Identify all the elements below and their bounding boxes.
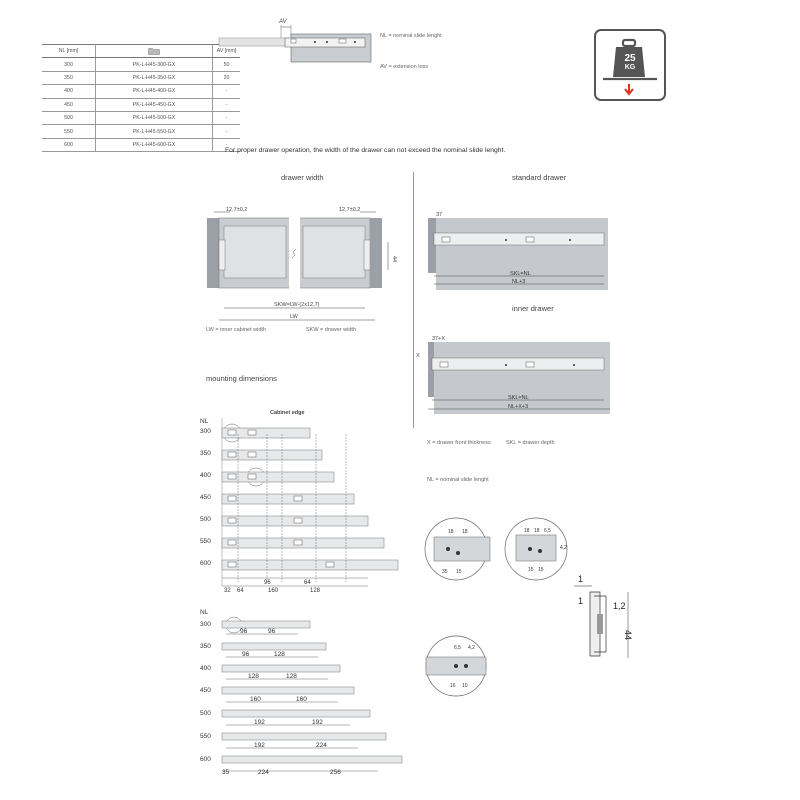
x-definition: X = drawer front thickness bbox=[427, 440, 491, 446]
row-av: - bbox=[213, 98, 241, 111]
load-capacity-badge bbox=[594, 29, 666, 101]
std-nl: NL+3 bbox=[512, 279, 526, 285]
mounting-diagram-b bbox=[218, 612, 408, 782]
dim-height: 44 bbox=[391, 256, 397, 263]
detail-dim: 15 bbox=[528, 567, 534, 573]
inner-nl: NL+X+3 bbox=[508, 404, 529, 410]
weight-unit: KG bbox=[624, 64, 636, 71]
detail-dim: 16 bbox=[450, 683, 456, 689]
inner-skl: SKL=NL bbox=[508, 395, 529, 401]
table-row bbox=[42, 111, 240, 124]
row-code: PK-L-H45-400-GX bbox=[96, 85, 213, 98]
std-skl: SKL=NL bbox=[510, 271, 531, 277]
dim-b: 96 bbox=[240, 628, 248, 635]
table-row bbox=[42, 138, 240, 151]
length-b: 550 bbox=[200, 733, 211, 740]
av-label: AV bbox=[279, 19, 287, 25]
cabinet-edge-label: Cabinet edge bbox=[270, 410, 305, 416]
inner-x: X bbox=[416, 353, 420, 359]
inner-drawer-diagram bbox=[414, 330, 614, 420]
row-av: 50 bbox=[213, 58, 241, 71]
length-a: 300 bbox=[200, 428, 211, 435]
row-nl: 500 bbox=[42, 111, 96, 124]
table-row bbox=[42, 125, 240, 138]
standard-drawer-title: standard drawer bbox=[512, 173, 567, 182]
dim-a: 64 bbox=[304, 580, 311, 586]
table-row bbox=[42, 58, 240, 71]
row-nl: 400 bbox=[42, 85, 96, 98]
row-code: PK-L-H45-600-GX bbox=[96, 138, 213, 151]
table-row bbox=[42, 85, 240, 98]
dim-left: 12,7±0,2 bbox=[226, 207, 248, 213]
length-b: 350 bbox=[200, 643, 211, 650]
profile-dim-top: 1 bbox=[578, 574, 584, 584]
lw-definition: LW = inner cabinet width bbox=[206, 327, 266, 333]
nl-label-b: NL bbox=[200, 609, 209, 616]
dim-a: 32 bbox=[224, 588, 231, 594]
dim-a: 128 bbox=[310, 588, 321, 594]
row-code: PK-L-H45-450-GX bbox=[96, 98, 213, 111]
length-a: 500 bbox=[200, 516, 211, 523]
row-nl: 300 bbox=[42, 58, 96, 71]
dim-b: 192 bbox=[254, 719, 265, 726]
dim-b: 192 bbox=[254, 742, 265, 749]
dim-a: 64 bbox=[237, 588, 244, 594]
slide-side-view bbox=[215, 14, 375, 64]
row-av: - bbox=[213, 125, 241, 138]
detail-circle-3 bbox=[414, 633, 498, 699]
av-definition: AV = extension loss bbox=[380, 64, 429, 70]
dim-a: 160 bbox=[268, 588, 279, 594]
detail-dim: 18 bbox=[534, 528, 540, 534]
operation-notice: For proper drawer operation, the width of the drawer can not exceed the nominal slide lenght. bbox=[225, 147, 506, 154]
dim-right: 12,7±0,2 bbox=[339, 207, 361, 213]
detail-dim: 6,5 bbox=[454, 645, 461, 651]
row-nl: 450 bbox=[42, 98, 96, 111]
detail-dim: 18 bbox=[448, 529, 454, 535]
row-code: PK-L-H45-500-GX bbox=[96, 111, 213, 124]
row-av: - bbox=[213, 138, 241, 151]
skl-definition: SKL = drawer depth bbox=[506, 440, 555, 446]
detail-circle-1 bbox=[420, 515, 502, 583]
length-b: 300 bbox=[200, 621, 211, 628]
slide-profile bbox=[570, 570, 640, 665]
detail-dim: 6,5 bbox=[544, 528, 551, 534]
dim-a: 96 bbox=[264, 580, 271, 586]
row-nl: 600 bbox=[42, 138, 96, 151]
detail-dim: 4,2 bbox=[560, 545, 567, 551]
table-header bbox=[42, 45, 240, 58]
dim-b: 224 bbox=[258, 769, 269, 776]
length-b: 500 bbox=[200, 710, 211, 717]
length-b: 400 bbox=[200, 665, 211, 672]
drawer-width-diagram bbox=[200, 200, 397, 325]
detail-dim: 15 bbox=[456, 569, 462, 575]
row-nl: 350 bbox=[42, 71, 96, 84]
row-code: PK-L-H45-550-GX bbox=[96, 125, 213, 138]
dim-b: 224 bbox=[316, 742, 327, 749]
nl-label-a: NL bbox=[200, 418, 209, 425]
row-av: - bbox=[213, 111, 241, 124]
header-code bbox=[96, 45, 213, 58]
length-a: 400 bbox=[200, 472, 211, 479]
std-dim: 37 bbox=[436, 212, 443, 218]
skw-definition: SKW = drawer width bbox=[306, 327, 356, 333]
detail-dim: 18 bbox=[462, 529, 468, 535]
lw-label: LW bbox=[290, 314, 298, 320]
dim-b: 256 bbox=[330, 769, 341, 776]
detail-dim: 35 bbox=[442, 569, 448, 575]
nl-definition-2: NL = nominal slide lenght bbox=[427, 477, 489, 483]
profile-dim-height: 44 bbox=[623, 630, 633, 641]
inner-dim: 37+X bbox=[432, 336, 445, 342]
dim-b: 160 bbox=[250, 696, 261, 703]
header-nl: NL [mm] bbox=[42, 45, 96, 58]
nl-definition: NL = nominal slide lenght bbox=[380, 33, 442, 39]
row-code: PK-L-H45-350-GX bbox=[96, 71, 213, 84]
row-av: 20 bbox=[213, 71, 241, 84]
dim-b: 128 bbox=[248, 673, 259, 680]
profile-dim-side: 1 bbox=[578, 596, 584, 606]
detail-dim: 15 bbox=[538, 567, 544, 573]
row-nl: 550 bbox=[42, 125, 96, 138]
length-a: 600 bbox=[200, 560, 211, 567]
detail-dim: 18 bbox=[524, 528, 530, 534]
dim-b: 96 bbox=[268, 628, 276, 635]
dim-b: 96 bbox=[242, 651, 250, 658]
profile-dim-wall: 1,2 bbox=[613, 601, 626, 611]
skw-label: SKW=LW-(2x12,7) bbox=[274, 302, 320, 308]
inner-drawer-title: inner drawer bbox=[512, 304, 554, 313]
dim-b: 192 bbox=[312, 719, 323, 726]
dim-b: 128 bbox=[274, 651, 285, 658]
folder-icon bbox=[148, 47, 160, 55]
table-row bbox=[42, 98, 240, 111]
length-a: 450 bbox=[200, 494, 211, 501]
length-a: 550 bbox=[200, 538, 211, 545]
row-code: PK-L-H45-300-GX bbox=[96, 58, 213, 71]
header-av: AV [mm] bbox=[213, 45, 241, 58]
length-b: 450 bbox=[200, 687, 211, 694]
length-b: 600 bbox=[200, 756, 211, 763]
dim-b: 35 bbox=[222, 769, 230, 776]
dim-b: 128 bbox=[286, 673, 297, 680]
mounting-title: mounting dimensions bbox=[206, 374, 277, 383]
weight-value: 25 bbox=[624, 53, 636, 64]
table-row bbox=[42, 71, 240, 84]
mounting-diagram-a bbox=[218, 414, 408, 599]
detail-dim: 4,2 bbox=[468, 645, 475, 651]
dim-b: 160 bbox=[296, 696, 307, 703]
slide-spec-table bbox=[42, 44, 240, 152]
detail-dim: 10 bbox=[462, 683, 468, 689]
drawer-width-title: drawer width bbox=[281, 173, 324, 182]
length-a: 350 bbox=[200, 450, 211, 457]
row-av: - bbox=[213, 85, 241, 98]
standard-drawer-diagram bbox=[420, 205, 620, 295]
